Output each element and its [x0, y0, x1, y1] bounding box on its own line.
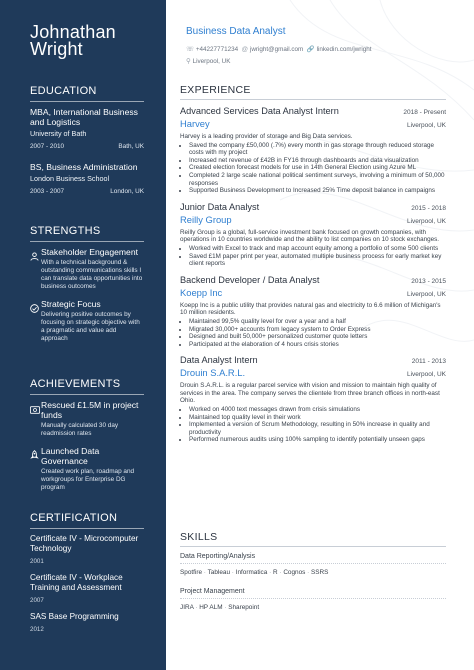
strengths-section	[30, 225, 144, 351]
contact-location: Liverpool, UK	[192, 58, 231, 65]
job-bullets	[180, 318, 446, 348]
education-school: London Business School	[30, 174, 110, 183]
skills-heading: SKILLS	[180, 531, 446, 547]
job-dates: 2018 - Present	[403, 109, 446, 116]
certification-section	[30, 512, 144, 641]
job-bullet: • Maintained top quality level in their work	[189, 414, 446, 422]
certification-year: 2012	[30, 626, 44, 633]
skill-tag: · Sharepoint	[223, 604, 260, 611]
achievement-title: Launched Data Governance	[41, 446, 100, 466]
job-entry	[180, 355, 446, 444]
job-title: Advanced Services Data Analyst Intern	[180, 106, 339, 116]
education-section	[30, 85, 144, 195]
contact-linkedin: linkedin.com/jwright	[316, 46, 372, 53]
job-entry	[180, 106, 446, 195]
job-bullet: • Performed numerous audits using 100% sampling to identify potentially unseen gaps	[189, 436, 446, 444]
skill-tag: JIRA	[180, 604, 194, 611]
certification-item	[30, 534, 144, 565]
skill-tag: · HP ALM	[194, 604, 223, 611]
job-bullets	[180, 142, 446, 195]
skill-tag: · Cognos	[278, 569, 306, 576]
job-location: Liverpool, UK	[406, 290, 446, 298]
skill-category: Data Reporting/Analysis	[180, 553, 446, 564]
job-bullet: • Supported Business Development to Increased 25% Time deposit balance in campaigns	[189, 187, 446, 195]
education-heading: EDUCATION	[30, 85, 144, 102]
job-description: Harvey is a leading provider of storage and Big Data services.	[180, 133, 353, 140]
job-dates: 2013 - 2015	[411, 277, 446, 285]
job-role-title: Business Data Analyst	[186, 26, 286, 37]
job-bullets	[180, 245, 446, 268]
education-dates: 2007 - 2010	[30, 143, 65, 150]
experience-section	[180, 84, 446, 451]
skill-tag: · Informatica	[230, 569, 267, 576]
certification-title: Certificate IV - Workplace Training and Assessment	[30, 573, 123, 592]
achievement-desc: Created work plan, roadmap and workgroups for Enterprise DG program	[41, 468, 135, 491]
candidate-name: Johnathan Wright	[30, 22, 116, 59]
money-icon	[30, 400, 41, 438]
skill-tag: · SSRS	[305, 569, 328, 576]
strengths-heading: STRENGTHS	[30, 225, 144, 242]
strength-desc: With a technical background & outstanding communications skills I can translate data opportunities into business outcomes	[41, 259, 143, 290]
achievement-item	[30, 400, 144, 438]
skill-list	[180, 604, 446, 611]
job-description: Drouin S.A.R.L. is a regular parcel service with vision and mission to maintain high quality of services in the area. The company serves the clientele from three branch offices in north-east Ohio.	[180, 382, 440, 405]
experience-heading: EXPERIENCE	[180, 84, 446, 100]
education-location: London, UK	[110, 188, 144, 195]
skill-tag: · Tableau	[202, 569, 230, 576]
linkedin-icon: 🔗	[306, 46, 315, 53]
job-dates: 2015 - 2018	[411, 204, 446, 212]
location-icon: ⚲	[186, 58, 191, 65]
job-bullet: • Completed 2 large scale national political sentiment surveys, involving a minimum of 50,000 responses	[189, 172, 446, 187]
achievements-section	[30, 378, 144, 500]
education-degree: BS, Business Administration	[30, 162, 138, 172]
job-entry	[180, 275, 446, 349]
job-company: Koepp Inc	[180, 286, 223, 298]
job-bullet: • Saved £1M paper print per year, automated multiple business process for early market key client reports	[189, 253, 446, 268]
certification-year: 2001	[30, 558, 44, 565]
education-item	[30, 107, 144, 150]
education-degree: MBA, International Business and Logistics	[30, 107, 138, 127]
job-bullet: • Worked on 4000 text messages drawn from crisis simulations	[189, 406, 446, 414]
user-icon	[30, 247, 41, 291]
skills-section	[180, 531, 446, 623]
job-bullet: • Maintained 99,5% quality level for over a year and a half	[189, 318, 446, 326]
certification-heading: CERTIFICATION	[30, 512, 144, 529]
contact-info	[186, 44, 436, 68]
job-company: Drouin S.A.R.L.	[180, 367, 246, 379]
job-company: Harvey	[180, 118, 210, 129]
job-title: Backend Developer / Data Analyst	[180, 274, 320, 285]
job-title: Junior Data Analyst	[180, 201, 260, 212]
check-circle-icon	[30, 299, 41, 343]
job-company: Reilly Group	[180, 213, 232, 225]
certification-item	[30, 612, 144, 633]
job-entry	[180, 202, 446, 268]
education-location: Bath, UK	[118, 143, 144, 150]
strength-title: Stakeholder Engagement	[41, 247, 138, 257]
job-location: Liverpool, UK	[406, 371, 446, 379]
achievement-item	[30, 446, 144, 492]
job-bullet: • Implemented a version of Scrum Methodology, resulting in 50% increase in quality and productivity	[189, 421, 446, 436]
skill-tag: · R	[267, 569, 277, 576]
skill-tag: Spotfire	[180, 569, 203, 576]
contact-email: jwright@gmail.com	[249, 46, 304, 53]
job-description: Reilly Group is a global, full-service investment bank focused on growth companies, with operations in 10 countries worldwide and the ability to list companies on 10 stock exchanges.	[180, 228, 440, 244]
phone-icon: ☏	[186, 46, 194, 53]
strength-item	[30, 299, 144, 343]
job-bullet: • Designed and built 50,000+ personalized customer quote letters	[189, 333, 446, 341]
sidebar	[0, 0, 166, 670]
achievement-desc: Manually calculated 30 day readmission rates	[41, 422, 119, 437]
contact-phone: +44227771234	[195, 46, 239, 53]
certification-title: Certificate IV - Microcomputer Technology	[30, 534, 139, 553]
skill-list	[180, 569, 446, 576]
education-item	[30, 162, 144, 195]
job-bullet: • Migrated 30,000+ accounts from legacy system to Order Express	[189, 326, 446, 334]
job-bullet: • Participated at the elaboration of 4 hours crisis stories	[189, 341, 446, 349]
strength-title: Strategic Focus	[41, 299, 101, 309]
achievement-title: Rescued £1.5M in project funds	[41, 400, 139, 420]
email-icon: @	[241, 46, 248, 53]
job-bullet: • Worked with Excel to track and map account equity among a portfolio of some 500 clients	[189, 245, 446, 253]
job-bullet: • Increased net revenue of £42B in FY16 through dashboards and data visualization	[189, 157, 446, 165]
strength-item	[30, 247, 144, 291]
job-title: Data Analyst Intern	[180, 355, 258, 366]
job-location: Liverpool, UK	[406, 122, 446, 129]
certification-title: SAS Base Programming	[30, 612, 119, 621]
certification-year: 2007	[30, 597, 44, 604]
job-description: Koepp Inc is a public utility that provides natural gas and electricity to 6.6 million of Michigan's 10 million residents.	[180, 301, 441, 317]
achievements-heading: ACHIEVEMENTS	[30, 378, 144, 395]
skill-category: Project Management	[180, 588, 446, 599]
certification-item	[30, 573, 144, 604]
job-bullets	[180, 406, 446, 444]
job-bullet: • Created election forecast models for use in 14th General Election using Azure ML	[189, 164, 446, 172]
rocket-icon	[30, 446, 41, 492]
job-location: Liverpool, UK	[406, 217, 446, 225]
strength-desc: Delivering positive outcomes by focusing on strategic objective with a pragmatic and value add approach	[41, 311, 140, 342]
job-bullet: • Saved the company £50,000 (.7%) every month in gas storage through reduced storage costs with my project	[189, 142, 446, 157]
job-dates: 2011 - 2013	[411, 358, 446, 366]
education-school: University of Bath	[30, 129, 87, 138]
education-dates: 2003 - 2007	[30, 188, 65, 195]
